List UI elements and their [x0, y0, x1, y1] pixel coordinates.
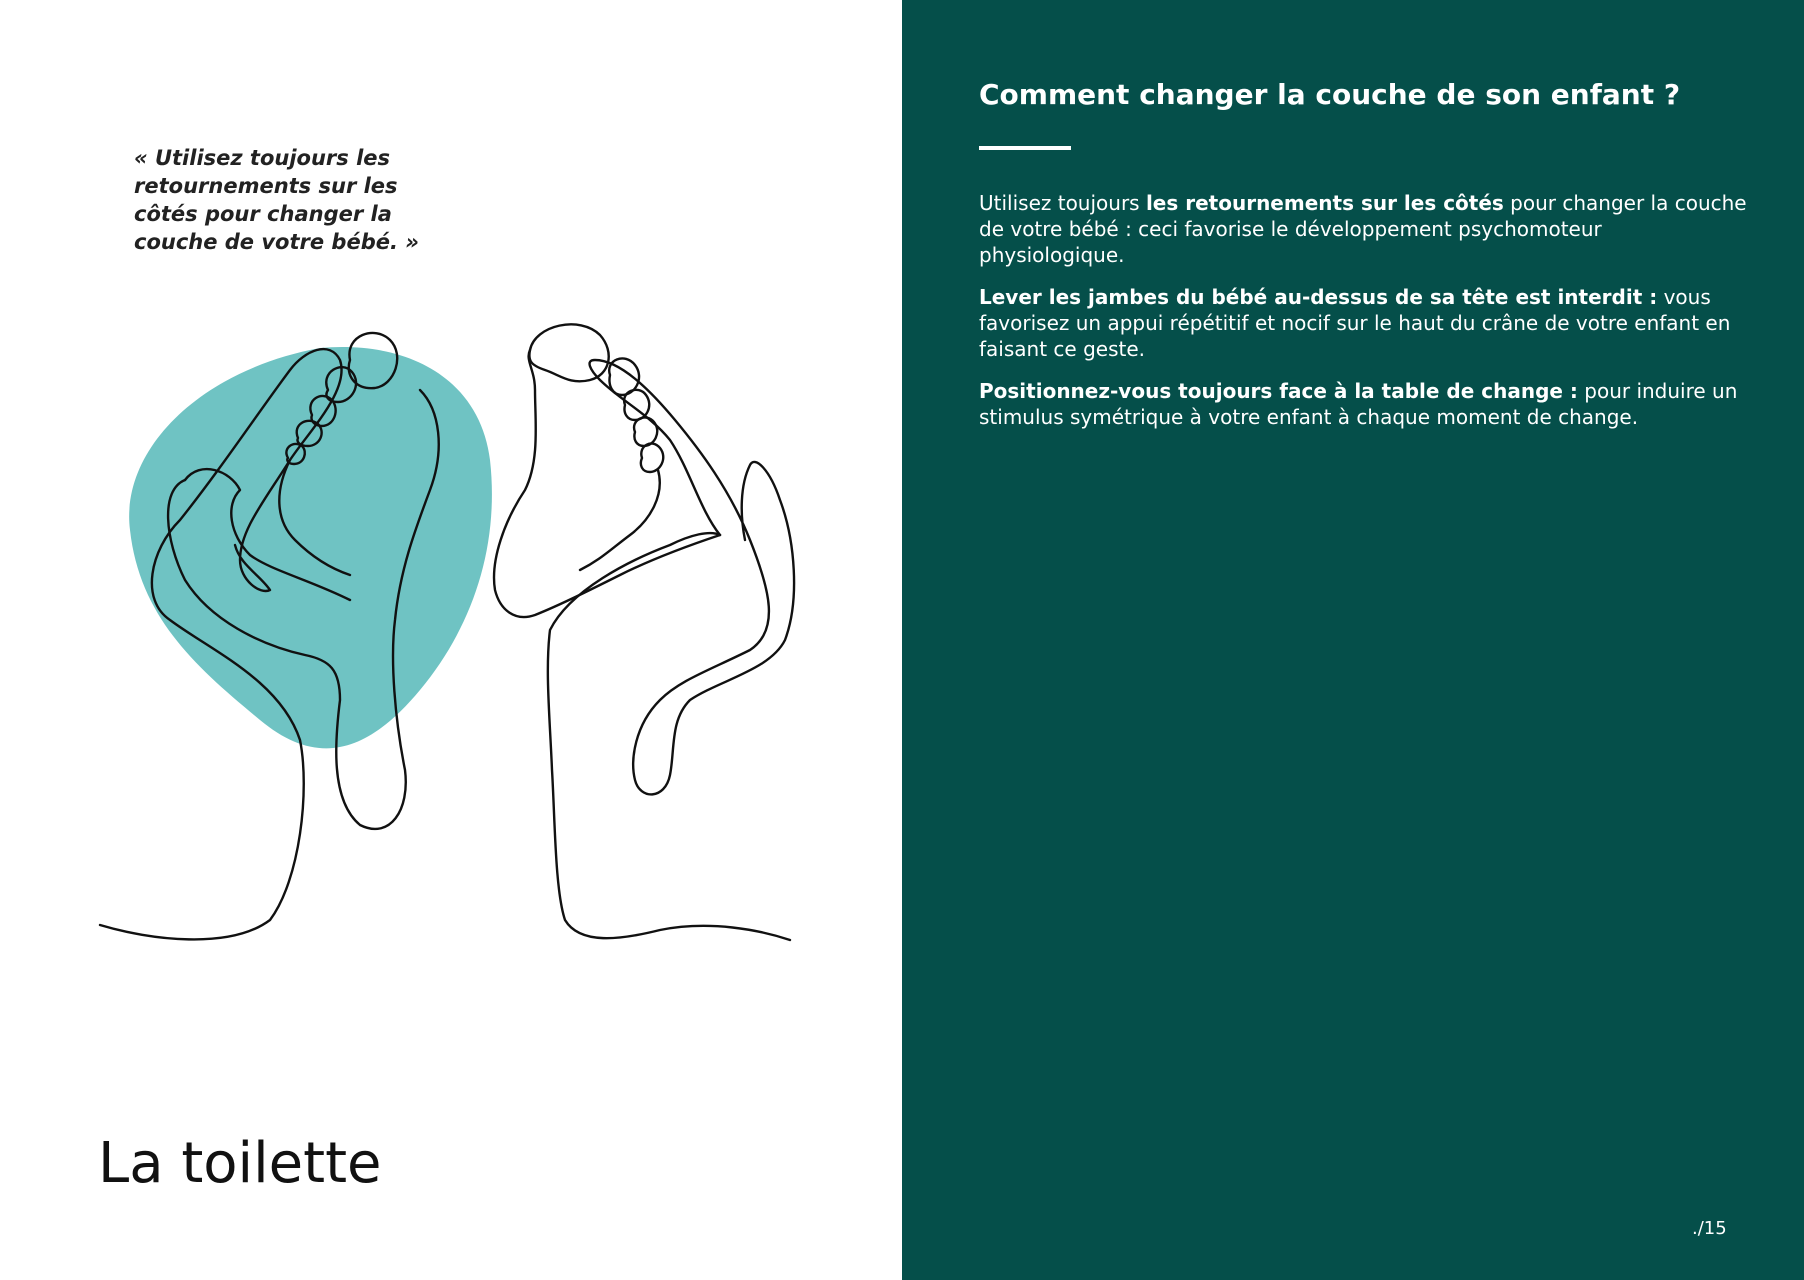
page-title: Comment changer la couche de son enfant ?	[979, 78, 1681, 111]
page-number: ./15	[1692, 1218, 1727, 1239]
paragraph-position: Positionnez-vous toujours face à la table de change : pour induire un stimulus symétrique à votre enfant à chaque moment de change.	[979, 379, 1738, 429]
title-underline	[979, 146, 1071, 150]
paragraph-legs: Lever les jambes du bébé au-dessus de sa tête est interdit : vous favorisez un appui répétitif et nocif sur le haut du crâne de votre enfant en faisant ce geste.	[979, 285, 1731, 361]
baby-feet-line-art-icon	[90, 320, 810, 960]
pull-quote: « Utilisez toujours les retournements sur les côtés pour changer la couche de votre bébé. »	[134, 146, 419, 254]
paragraph-sides: Utilisez toujours les retournements sur les côtés pour changer la couche de votre bébé : ceci favorise le développement psychomoteur physiologique.	[979, 191, 1747, 267]
section-title: La toilette	[98, 1131, 382, 1196]
right-page	[902, 0, 1804, 1280]
body-text	[979, 190, 1749, 446]
